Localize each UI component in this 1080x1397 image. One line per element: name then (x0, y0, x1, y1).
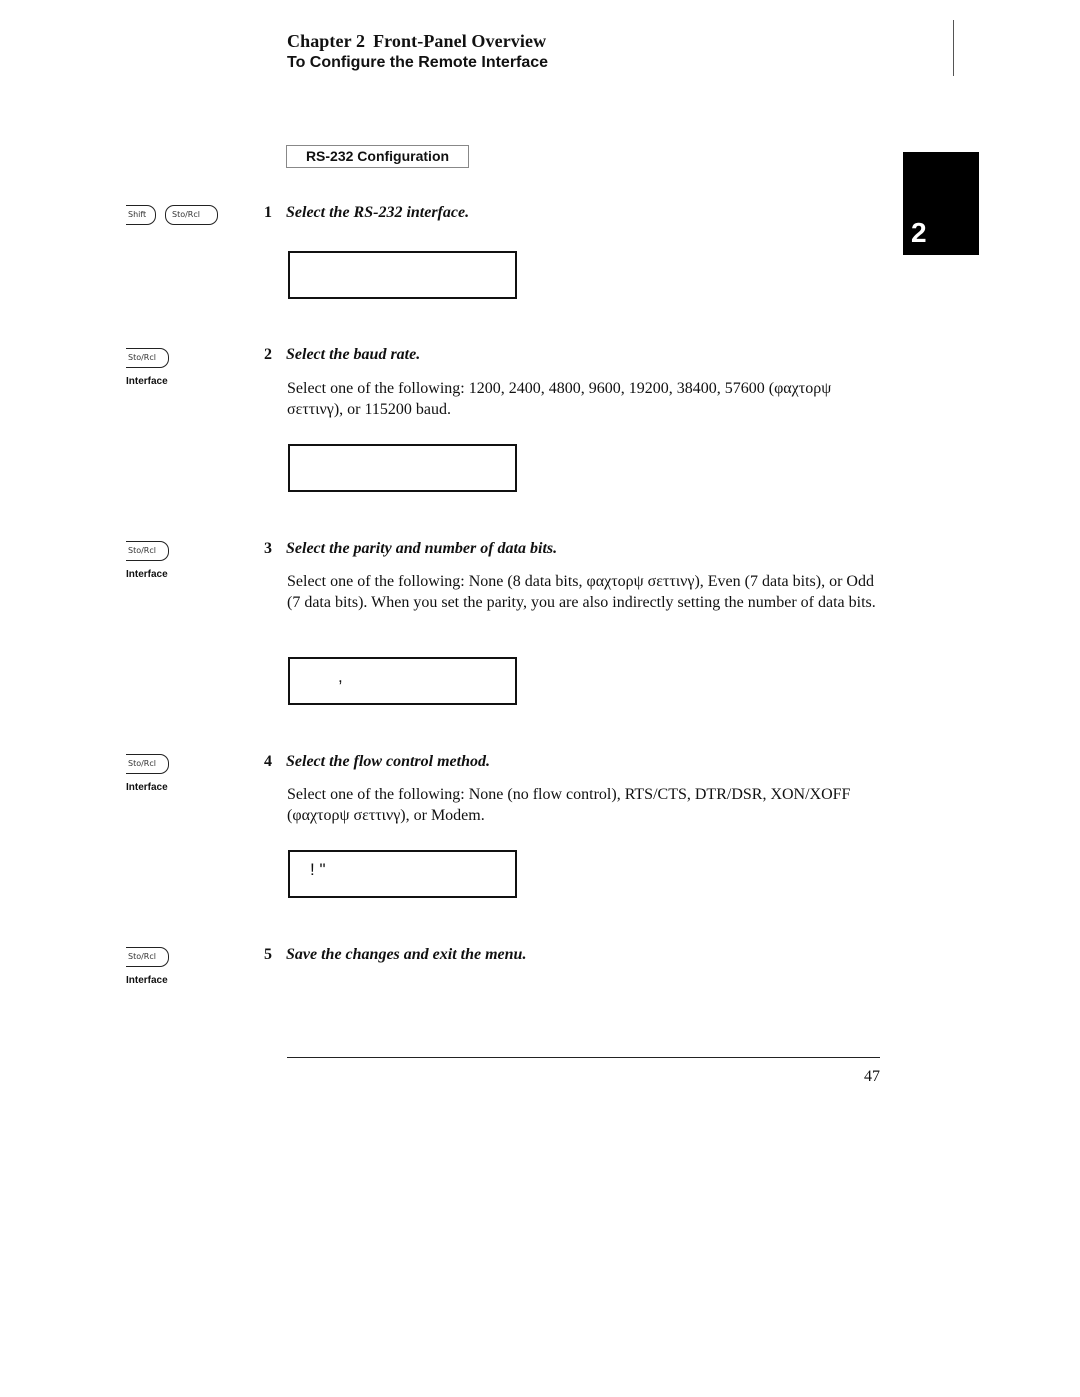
shift-key[interactable]: Shift (126, 205, 156, 225)
sto-rcl-key[interactable]: Sto/Rcl (126, 947, 169, 967)
display-2 (288, 444, 517, 492)
step-2-number: 2 (264, 346, 272, 363)
header-rule (953, 20, 954, 76)
sto-rcl-key[interactable]: Sto/Rcl (126, 348, 169, 368)
chapter-heading (287, 31, 546, 52)
step-4-number: 4 (264, 753, 272, 770)
interface-key-label: Interface (126, 975, 168, 986)
step-4-title: Select the flow control method. (286, 753, 490, 770)
chapter-tab-number: 2 (911, 217, 927, 248)
step-5 (264, 946, 526, 964)
chapter-title: Front-Panel Overview (373, 31, 547, 51)
interface-key-label: Interface (126, 376, 168, 387)
interface-key-label: Interface (126, 782, 168, 793)
step-5-number: 5 (264, 946, 272, 963)
step-1 (264, 204, 469, 222)
step-3-title: Select the parity and number of data bits. (286, 540, 558, 557)
interface-key-label: Interface (126, 569, 168, 580)
page-number: 47 (864, 1068, 880, 1085)
step-1-number: 1 (264, 204, 272, 221)
step-5-title: Save the changes and exit the menu. (286, 946, 527, 963)
sto-rcl-key[interactable]: Sto/Rcl (126, 541, 169, 561)
display-1 (288, 251, 517, 299)
step-4-text: Select one of the following: None (no flow control), RTS/CTS, DTR/DSR, XON/XOFF (φαχτορψ σεττινγ), or Modem. (287, 786, 851, 824)
step-2-text: Select one of the following: 1200, 2400, 4800, 9600, 19200, 38400, 57600 (φαχτορψ σεττινγ), or 115200 baud. (287, 380, 832, 418)
sto-rcl-key[interactable]: Sto/Rcl (126, 754, 169, 774)
display-3: , (288, 657, 517, 705)
chapter-number: Chapter 2 (287, 31, 366, 51)
section-title: To Configure the Remote Interface (287, 54, 549, 71)
step-1-title: Select the RS-232 interface. (286, 204, 470, 221)
rs232-configuration-label: RS-232 Configuration (286, 145, 469, 168)
step-2 (264, 346, 420, 364)
step-4 (264, 753, 490, 771)
chapter-tab (903, 152, 979, 255)
step-2-title: Select the baud rate. (286, 346, 421, 363)
display-4: ! " (288, 850, 517, 898)
step-3 (264, 540, 557, 558)
step-3-number: 3 (264, 540, 272, 557)
sto-rcl-key[interactable]: Sto/Rcl (165, 205, 218, 225)
step-3-text: Select one of the following: None (8 data bits, φαχτορψ σεττινγ), Even (7 data bits), or Odd (7 data bits). When you set the parity, you are also indirectly setting the number of data bits. (287, 573, 876, 611)
footer-rule (287, 1057, 880, 1058)
